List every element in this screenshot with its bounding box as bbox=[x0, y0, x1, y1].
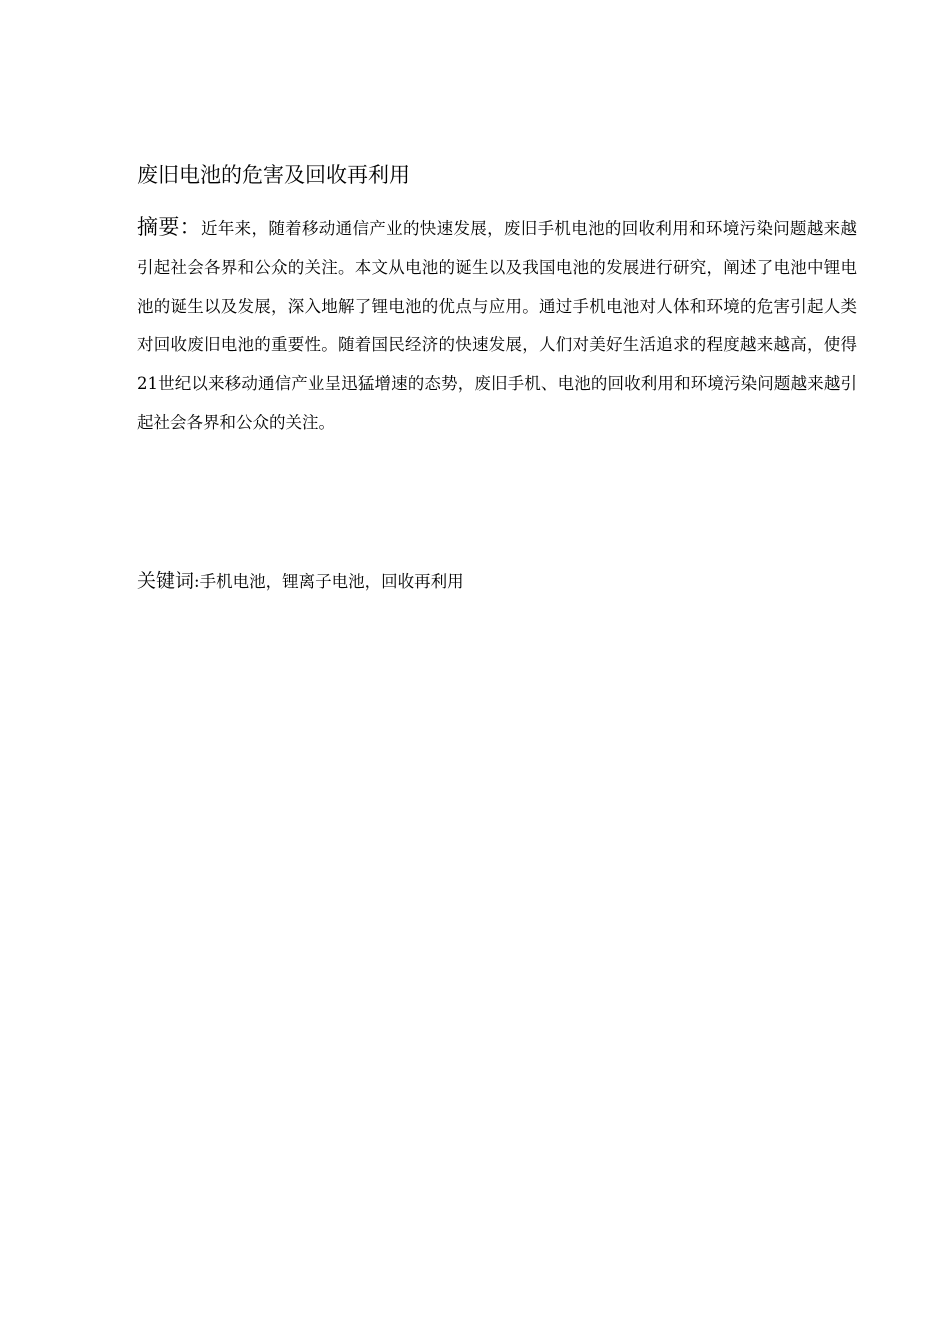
keywords-label: 关键词 bbox=[137, 570, 195, 592]
keywords-line bbox=[137, 562, 857, 601]
abstract-label: 摘要： bbox=[137, 215, 201, 239]
document-title: 废旧电池的危害及回收再利用 bbox=[137, 163, 410, 187]
abstract-paragraph bbox=[137, 208, 857, 443]
keywords-text: 手机电池，锂离子电池，回收再利用 bbox=[199, 572, 464, 591]
abstract-text: 近年来，随着移动通信产业的快速发展，废旧手机电池的回收利用和环境污染问题越来越引起社会各界和公众的关注。本文从电池的诞生以及我国电池的发展进行研究，阐述了电池中锂电池的诞生以及发展，深入地解了锂电池的优点与应用。通过手机电池对人体和环境的危害引起人类对回收废旧电池的重要性。随着国民经济的快速发展，人们对美好生活追求的程度越来越高，使得21世纪以来移动通信产业呈迅猛增速的态势，废旧手机、电池的回收利用和环境污染问题越来越引起社会各界和公众的关注。 bbox=[137, 219, 858, 432]
keywords-separator: : bbox=[194, 572, 200, 591]
